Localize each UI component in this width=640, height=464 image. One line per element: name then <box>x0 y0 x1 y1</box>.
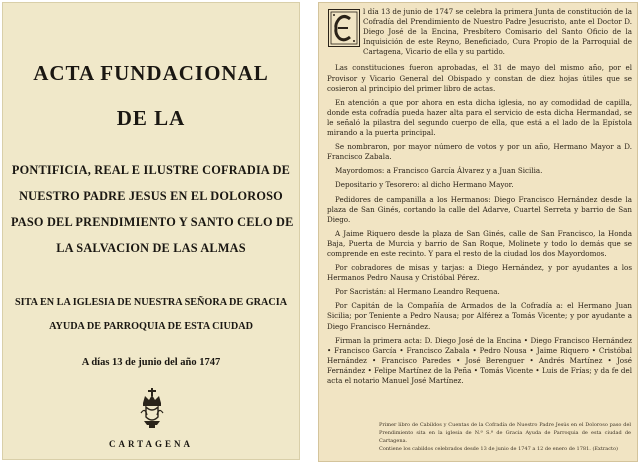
location-line: SITA EN LA IGLESIA DE NUESTRA SEÑORA DE GRACIA <box>14 297 288 308</box>
heading-acta-fundacional: ACTA FUNDACIONAL <box>33 61 269 85</box>
paragraph: Por cobradores de misas y tarjas: a Diego Hernández, y por ayudantes a los Hermanos Pedro Nausa y Cristóbal Pérez. <box>327 263 632 283</box>
paragraph: l día 13 de junio de 1747 se celebra la primera Junta de constitución de la Cofradía del Prendimiento de Nuestro Padre Jesucristo, ante el Doctor D. Diego José de la Encina, Presbítero Comisario del Santo Oficio de la Inquisición de este Reyno, Beneficiado, Cura Propio de la Parroquial de Cartagena, Vicario de ella y su partido. <box>363 7 632 57</box>
title-line: PASO DEL PRENDIMIENTO Y SANTO CELO DE <box>11 215 294 229</box>
paragraph: Depositario y Tesorero: al dicho Hermano Mayor. <box>335 180 514 190</box>
title-line: LA SALVACION DE LAS ALMAS <box>56 241 246 255</box>
paragraph: Las constituciones fueron aprobadas, el 31 de mayo del mismo año, por el Provisor y Vicario General del Obispado y constan de diez hojas útiles que se cosieron al principio del primer libro de actas. <box>327 63 632 93</box>
heading-de-la: DE LA <box>116 106 186 130</box>
paragraph: Se nombraron, por mayor número de votos y por un año, Hermano Mayor a D. Francisco Zabala. <box>327 142 632 162</box>
paragraph: Firman la primera acta: D. Diego José de la Encina • Diego Francisco Hernández • Francisco García • Francisco Zabala • Pedro Nousa • Jaime Riquero • Cristóbal Hernández • Francisco Paredes • José Berenguer • Andrés Martínez • José Fernández • Felipe Martínez de la Peña • Tomás Vicente • Luis de Frías; y da fe del acta el notario Manuel José Martínez. <box>327 335 632 385</box>
paragraph: Por Capitán de la Compañía de Armados de la Cofradía a: el Hermano Juan Sicilia; por Teniente a Pedro Nausa; por Alférez a Tomás Vicente; y por ayudante a Diego Francisco Hernández. <box>327 301 632 331</box>
paragraph: Pedidores de campanilla a los Hermanos: Diego Francisco Hernández desde la plaza de San Ginés, cortando la calle del Adarve, Cuartel Serreta y barrio de San Diego. <box>327 194 632 224</box>
source-line: Contiene los cabildos celebrados desde 13 de junio de 1747 a 12 de enero de 1781. (Extracto) <box>379 446 619 452</box>
paragraph: En atención a que por ahora en esta dicha iglesia, no ay comodidad de capilla, donde esta cofradía pueda hazer alta para el servicio de esta dicha Hermandad, se le señaló la pilastra del segundo cuerpo de ella, que está a el lado de la Epístola mirando a la puerta principal. <box>327 97 632 138</box>
acta-text <box>327 7 632 399</box>
title-line: NUESTRO PADRE JESUS EN EL DOLOROSO <box>19 189 283 203</box>
source-line: Primer libro de Cabildos y Cuentas de la Cofradía de Nuestro Padre Jesús en el Doloroso paso del Prendimiento sita en la iglesia de N.ª S.ª de Gracia Ayuda de Parroquia de esta ciudad de Cartagena. <box>379 422 631 444</box>
paragraph: A Jaime Riquero desde la plaza de San Ginés, calle de San Francisco, la Honda Baja, Puerta de Murcia y barrio de San Roque, Molinete y todo lo demás que se comprende en este recinto. Y para el resto de la ciudad los dos Mayordomos. <box>327 228 632 258</box>
source-note <box>379 421 631 453</box>
crown-cross-emblem-icon <box>137 387 167 429</box>
paragraph: Por Sacristán: al Hermano Leandro Requena. <box>335 287 500 297</box>
cofradia-title <box>11 157 294 261</box>
text-page <box>318 2 638 462</box>
title-line: PONTIFICIA, REAL E ILUSTRE COFRADIA DE <box>11 163 291 177</box>
cover-page <box>2 2 300 460</box>
paragraph: Mayordomos: a Francisco García Álvarez y a Juan Sicilia. <box>335 166 543 176</box>
city-name: CARTAGENA <box>108 439 194 449</box>
location-block <box>7 291 295 339</box>
location-line: AYUDA DE PARROQUIA DE ESTA CIUDAD <box>49 321 253 332</box>
founding-date: A días 13 de junio del año 1747 <box>81 357 221 368</box>
